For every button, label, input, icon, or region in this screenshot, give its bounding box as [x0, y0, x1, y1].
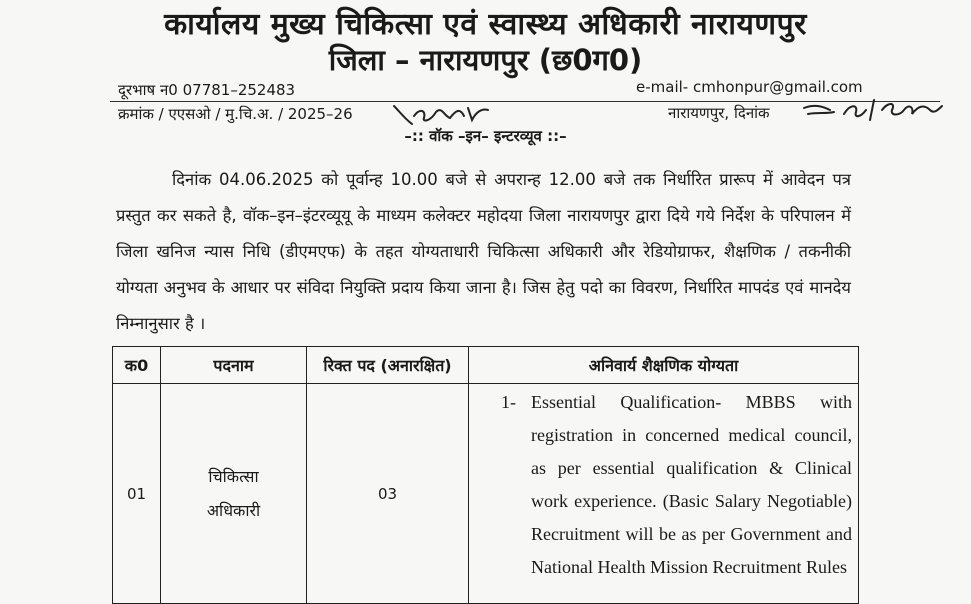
office-title: कार्यालय मुख्य चिकित्सा एवं स्वास्थ्य अधिकारी नारायणपुर — [164, 7, 807, 42]
reference-number: क्रमांक / एएसओ / मु.चि.अ. / 2025–26 — [118, 105, 353, 123]
district-title: जिला – नारायणपुर (छ0ग0) — [328, 43, 643, 77]
header-post-name: पदनाम — [161, 347, 307, 384]
cell-vacancies: 03 — [307, 384, 469, 604]
posts-table — [112, 346, 859, 604]
phone-number: दूरभाष न0 07781–252483 — [118, 81, 296, 99]
header-serial: क0 — [113, 347, 161, 384]
qualification-text: Essential Qualification- MBBS with registration in concerned medical council, as per essential qualification & Clinical work experience. (Basic Salary Negotiable) Recruitment will be as per Government and National Health Mission Recruitment Rules — [531, 392, 852, 577]
cell-serial: 01 — [113, 384, 161, 604]
handwritten-dispatch-number — [390, 98, 500, 128]
notice-paragraph — [116, 162, 851, 342]
email-address: e-mail- cmhonpur@gmail.com — [636, 78, 863, 96]
subject-line: –:: वॉक –इन– इन्टरव्यूव ::– — [404, 127, 567, 145]
cell-post-name — [161, 384, 307, 604]
notice-paragraph-text: दिनांक 04.06.2025 को पूर्वान्ह 10.00 बजे से अपरान्ह 12.00 बजे तक निर्धारित प्रारूप में आवेदन पत्र प्रस्तुत कर सकते है, वॉक–इन–इंटरव्यूयू के माध्यम कलेक्टर महोदया जिला नारायणपुर द्वारा दिये गये निर्देश के परिपालन में जिला खनिज न्यास निधि (डीएमएफ) के तहत योग्यताधारी चिकित्सा अधिकारी और रेडियोग्राफर, शैक्षणिक / तकनीकी योग्यता अनुभव के आधार पर संविदा नियुक्ति प्रदाय किया जाना है। जिस हेतु पदो का विवरण, निर्धारित मापदंड एवं मानदेय निम्नानुसार है । — [116, 170, 851, 333]
header-vacancies: रिक्त पद (अनारक्षित) — [307, 347, 469, 384]
place-and-date: नारायणपुर, दिनांक — [668, 104, 770, 122]
header-qualification: अनिवार्य शैक्षणिक योग्यता — [469, 347, 859, 384]
cell-qualification — [469, 384, 859, 604]
table-row — [113, 384, 859, 604]
table-header-row — [113, 347, 859, 384]
post-name-text: चिकित्सा अधिकारी — [206, 466, 261, 520]
qualification-number: 1- — [501, 392, 516, 412]
handwritten-date — [800, 96, 945, 124]
